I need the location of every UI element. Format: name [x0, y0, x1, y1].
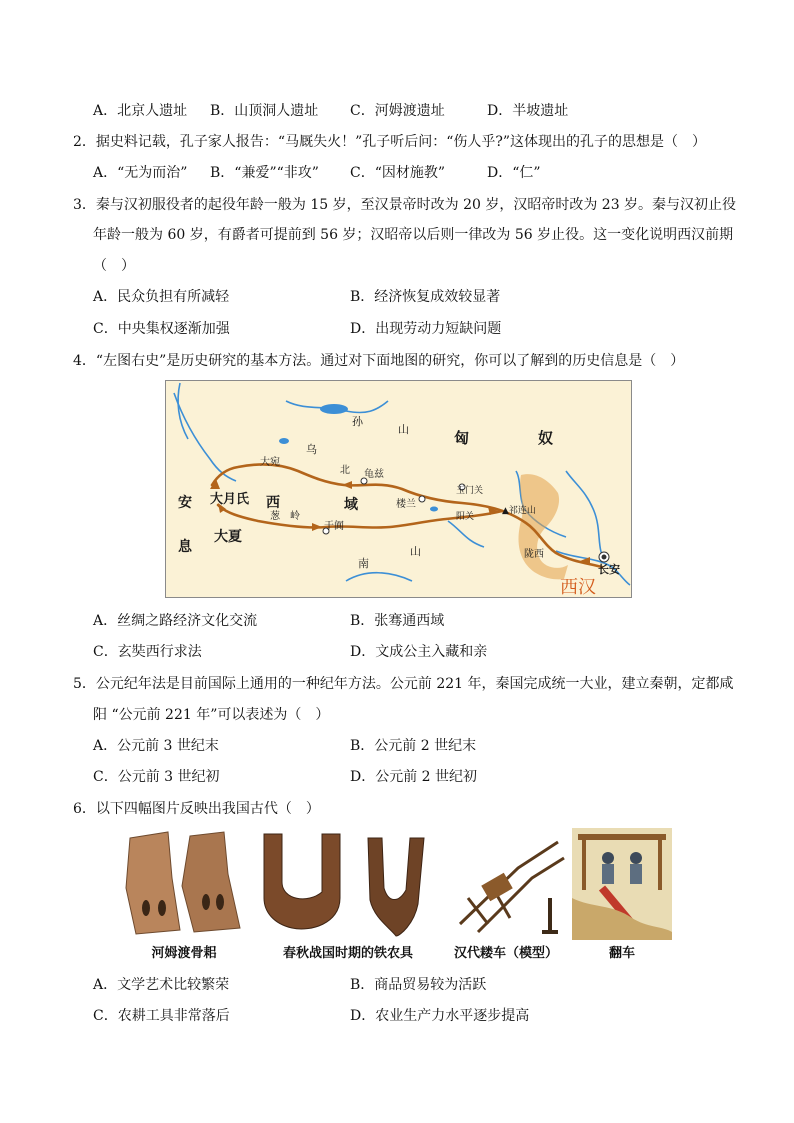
label-wu: 乌	[306, 443, 317, 456]
water-wheel-post-left	[582, 840, 586, 890]
q2-stem: 2．据史料记载，孔子家人报告：“马厩失火！”孔子听后问：“伤人乎?”这体现出的孔子的思想是（ ）	[73, 134, 707, 150]
iron-tools-image	[258, 828, 436, 940]
q2-option-b: B．“兼爱”“非攻”	[210, 165, 319, 181]
lake-balkhash	[320, 404, 348, 414]
label-xiongnu-2: 奴	[538, 429, 554, 447]
label-loulan: 楼兰	[396, 499, 416, 510]
q3-option-b: B．经济恢复成效较显著	[350, 289, 501, 305]
q1-option-b: B．山顶洞人遗址	[210, 103, 319, 119]
worker-1-body	[602, 864, 614, 884]
q4-stem: 4．“左图右史”是历史研究的基本方法。通过对下面地图的研究，你可以了解到的历史信息是（ ）	[73, 353, 685, 369]
iron-hoe	[264, 834, 340, 929]
bone-spade-1-hole-left	[142, 900, 150, 916]
q4-option-d: D．文成公主入藏和亲	[350, 644, 488, 660]
q5-option-d: D．公元前 2 世纪初	[350, 769, 478, 785]
worker-2-head	[630, 852, 642, 864]
q3-option-d: D．出现劳动力短缺问题	[350, 321, 502, 337]
iron-fork	[368, 838, 424, 936]
bone-spade-2	[182, 832, 240, 932]
label-changan: 长安	[598, 563, 620, 576]
q5-option-c: C．公元前 3 世纪初	[93, 769, 220, 785]
label-shan-south: 山	[410, 545, 421, 558]
label-xi: 西	[266, 495, 280, 511]
water-wheel-image	[572, 828, 672, 940]
label-xiongnu-1: 匈	[454, 429, 470, 447]
q3-stem-line-2: 年龄一般为 60 岁，有爵者可提前到 56 岁；汉昭帝以后则一律改为 56 岁止役。这一变化说明西汉前期	[93, 227, 734, 243]
river-northwest	[178, 383, 188, 439]
lake-lop	[430, 507, 438, 512]
arrow-5	[342, 481, 352, 489]
label-longxi: 陇西	[524, 549, 544, 560]
q4-option-b: B．张骞通西域	[350, 613, 445, 629]
bone-spade-1	[126, 832, 180, 934]
label-an: 安	[178, 495, 192, 511]
label-xi-anxi: 息	[178, 539, 192, 555]
bone-spade-2-hole-right	[216, 894, 224, 910]
q6-images	[120, 828, 680, 960]
silk-road-map-svg	[166, 381, 631, 597]
q4-option-c: C．玄奘西行求法	[93, 644, 202, 660]
bone-spade-image	[120, 828, 244, 940]
seed-drill-stand-base	[542, 930, 558, 934]
hexi-corridor-region	[519, 474, 569, 579]
q2-option-c: C．“因材施教”	[350, 165, 446, 181]
q6-option-d: D．农业生产力水平逐步提高	[350, 1008, 530, 1024]
caption-iron-tools: 春秋战国时期的铁农具	[282, 946, 413, 961]
q1-option-d: D．半坡遗址	[487, 103, 569, 119]
label-yutian: 于阗	[324, 521, 344, 532]
label-yu: 域	[344, 497, 358, 513]
q3-stem-line-3: （ ）	[93, 258, 135, 274]
label-qiuci: 龟兹	[364, 469, 384, 480]
arrow-3	[312, 523, 322, 531]
q5-stem-line-1: 5．公元纪年法是目前国际上通用的一种纪年方法。公元前 221 年，秦国完成统一大业，建立秦朝，定都咸	[73, 676, 734, 692]
worker-2-body	[630, 864, 642, 884]
q4-option-a: A．丝绸之路经济文化交流	[93, 613, 258, 629]
silk-road-map	[165, 380, 632, 598]
bone-spade-2-hole-left	[202, 894, 210, 910]
bone-spade-1-hole-right	[158, 900, 166, 916]
q1-option-c: C．河姆渡遗址	[350, 103, 445, 119]
q6-option-b: B．商品贸易较为活跃	[350, 977, 487, 993]
q2-option-d: D．“仁”	[487, 165, 541, 181]
marker-loulan	[419, 496, 425, 502]
label-nan: 南	[358, 557, 369, 570]
q3-option-c: C．中央集权逐渐加强	[93, 321, 230, 337]
label-sun: 孙	[352, 415, 363, 428]
lake-issyk	[279, 438, 289, 444]
label-qilianshan: ▲祁连山	[502, 506, 536, 516]
q3-stem-line-1: 3．秦与汉初服役者的起役年龄一般为 15 岁，至汉景帝时改为 20 岁，汉昭帝时改为 23 岁。秦与汉初止役	[73, 197, 737, 213]
q5-option-a: A．公元前 3 世纪末	[93, 738, 219, 754]
label-bei: 北	[340, 465, 350, 476]
q6-stem: 6．以下四幅图片反映出我国古代（ ）	[73, 801, 320, 817]
q5-option-b: B．公元前 2 世纪末	[350, 738, 477, 754]
label-shan-north: 山	[398, 423, 409, 436]
label-dawan: 大宛	[260, 457, 280, 468]
q2-option-a: A．“无为而治”	[93, 165, 188, 181]
caption-seed-drill: 汉代耧车（模型）	[453, 946, 558, 961]
label-dayuezhi: 大月氏	[210, 492, 250, 507]
water-wheel-roof	[578, 834, 666, 840]
label-yangguan: 阳关	[456, 512, 475, 522]
label-daxia: 大夏	[214, 529, 242, 545]
q6-option-a: A．文学艺术比较繁荣	[93, 977, 230, 993]
river-tarim	[448, 521, 484, 547]
q1-option-a: A．北京人遗址	[93, 103, 188, 119]
q6-option-c: C．农耕工具非常落后	[93, 1008, 230, 1024]
seed-drill-stand	[548, 898, 552, 932]
river-yellow	[566, 471, 606, 561]
q3-option-a: A．民众负担有所减轻	[93, 289, 230, 305]
worker-1-head	[602, 852, 614, 864]
caption-bone-spade: 河姆渡骨耜	[151, 946, 217, 961]
river-west	[174, 393, 236, 481]
q5-stem-line-2: 阳 “公元前 221 年”可以表述为（ ）	[93, 707, 330, 723]
label-yumenguan: 玉门关	[456, 486, 484, 496]
label-congling: 葱 岭	[270, 511, 300, 522]
water-wheel-post-right	[658, 840, 662, 890]
marker-changan-dot	[602, 555, 606, 559]
label-xihan: 西汉	[560, 577, 596, 597]
caption-water-wheel: 翻车	[608, 946, 635, 961]
seed-drill-image	[448, 828, 568, 940]
river-south	[346, 573, 412, 581]
